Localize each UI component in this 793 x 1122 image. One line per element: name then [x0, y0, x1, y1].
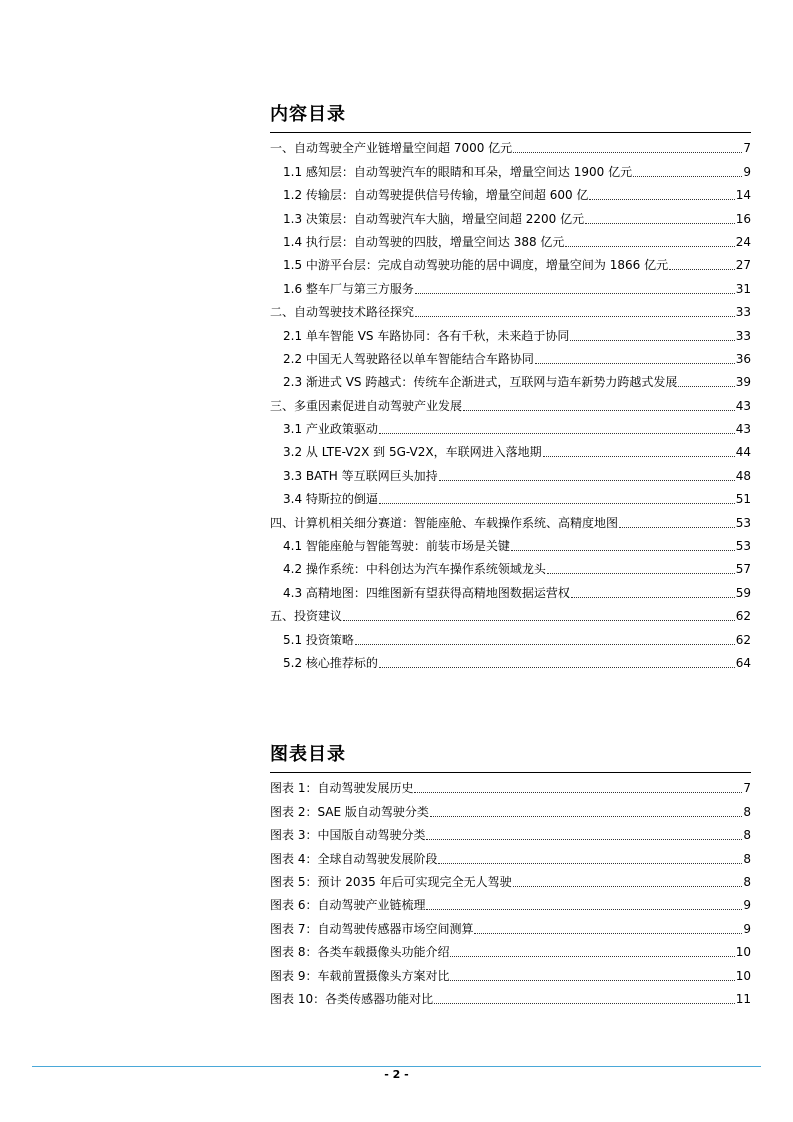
entry-title: 3.2 从 LTE-V2X 到 5G-V2X，车联网进入落地期: [283, 445, 542, 460]
entry-title: 图表 6：自动驾驶产业链梳理: [270, 898, 426, 913]
entry-title: 1.3 决策层：自动驾驶汽车大脑，增量空间超 2200 亿元: [283, 211, 585, 226]
entry-page-number: 8: [743, 828, 751, 843]
toc-list: [270, 133, 751, 671]
entry-page-number: 39: [735, 375, 751, 390]
leader-dots: [633, 175, 742, 177]
toc-entry[interactable]: [270, 203, 751, 226]
entry-title: 3.1 产业政策驱动: [283, 422, 378, 437]
toc-entry[interactable]: [270, 624, 751, 647]
leader-dots: [438, 862, 742, 864]
toc-entry[interactable]: [270, 273, 751, 296]
entry-title: 五、投资建议: [270, 609, 343, 624]
leader-dots: [379, 666, 735, 668]
entry-title: 1.1 感知层：自动驾驶汽车的眼睛和耳朵，增量空间达 1900 亿元: [283, 164, 633, 179]
entry-title: 4.1 智能座舱与智能驾驶：前装市场是关键: [283, 539, 510, 554]
figures-title: 图表目录: [270, 744, 346, 765]
figure-entry[interactable]: [270, 867, 751, 890]
entry-title: 1.5 中游平台层：完成自动驾驶功能的居中调度，增量空间为 1866 亿元: [283, 258, 669, 273]
leader-dots: [439, 479, 735, 481]
table-of-contents: [270, 100, 751, 671]
entry-page-number: 48: [735, 468, 751, 483]
figure-entry[interactable]: [270, 843, 751, 866]
entry-page-number: 43: [735, 398, 751, 413]
leader-dots: [415, 315, 735, 317]
leader-dots: [513, 885, 743, 887]
entry-page-number: 43: [735, 422, 751, 437]
entry-title: 5.1 投资策略: [283, 632, 354, 647]
leader-dots: [619, 526, 735, 528]
entry-title: 一、自动驾驶全产业链增量空间超 7000 亿元: [270, 141, 513, 156]
leader-dots: [669, 268, 735, 270]
toc-entry[interactable]: [270, 180, 751, 203]
leader-dots: [379, 502, 735, 504]
leader-dots: [474, 932, 742, 934]
toc-entry[interactable]: [270, 601, 751, 624]
entry-page-number: 8: [743, 874, 751, 889]
toc-entry[interactable]: [270, 156, 751, 179]
entry-page-number: 11: [735, 991, 751, 1006]
entry-title: 4.2 操作系统：中科创达为汽车操作系统领域龙头: [283, 562, 546, 577]
entry-title: 2.3 渐进式 VS 跨越式：传统车企渐进式，互联网与造车新势力跨越式发展: [283, 375, 678, 390]
entry-page-number: 62: [735, 609, 751, 624]
page-number: - 2 -: [384, 1068, 409, 1081]
entry-title: 图表 1：自动驾驶发展历史: [270, 781, 414, 796]
entry-title: 4.3 高精地图：四维图新有望获得高精地图数据运营权: [283, 585, 570, 600]
leader-dots: [547, 572, 735, 574]
entry-title: 5.2 核心推荐标的: [283, 655, 378, 670]
entry-page-number: 53: [735, 515, 751, 530]
entry-page-number: 14: [735, 188, 751, 203]
figure-entry[interactable]: [270, 820, 751, 843]
toc-entry[interactable]: [270, 648, 751, 671]
leader-dots: [589, 198, 734, 200]
entry-page-number: 7: [743, 141, 751, 156]
entry-title: 3.4 特斯拉的倒逼: [283, 492, 378, 507]
toc-entry[interactable]: [270, 133, 751, 156]
figure-entry[interactable]: [270, 890, 751, 913]
leader-dots: [426, 908, 742, 910]
leader-dots: [570, 339, 734, 341]
entry-page-number: 9: [743, 898, 751, 913]
entry-page-number: 59: [735, 585, 751, 600]
leader-dots: [678, 385, 734, 387]
toc-entry[interactable]: [270, 531, 751, 554]
figure-entry[interactable]: [270, 773, 751, 796]
entry-title: 四、计算机相关细分赛道：智能座舱、车载操作系统、高精度地图: [270, 515, 619, 530]
toc-entry[interactable]: [270, 344, 751, 367]
leader-dots: [426, 838, 742, 840]
toc-entry[interactable]: [270, 437, 751, 460]
leader-dots: [379, 432, 735, 434]
leader-dots: [355, 643, 735, 645]
toc-entry[interactable]: [270, 554, 751, 577]
entry-page-number: 7: [743, 781, 751, 796]
entry-title: 3.3 BATH 等互联网巨头加持: [283, 468, 438, 483]
leader-dots: [450, 955, 734, 957]
toc-entry[interactable]: [270, 577, 751, 600]
leader-dots: [450, 979, 734, 981]
leader-dots: [430, 815, 742, 817]
entry-page-number: 9: [743, 921, 751, 936]
leader-dots: [535, 362, 735, 364]
entry-title: 图表 7：自动驾驶传感器市场空间测算: [270, 921, 474, 936]
entry-title: 二、自动驾驶技术路径探究: [270, 305, 415, 320]
toc-entry[interactable]: [270, 250, 751, 273]
toc-entry[interactable]: [270, 460, 751, 483]
entry-page-number: 44: [735, 445, 751, 460]
footer-line: [32, 1066, 761, 1067]
entry-page-number: 16: [735, 211, 751, 226]
leader-dots: [415, 292, 735, 294]
entry-title: 1.4 执行层：自动驾驶的四肢，增量空间达 388 亿元: [283, 234, 565, 249]
entry-page-number: 31: [735, 281, 751, 296]
leader-dots: [511, 549, 735, 551]
entry-title: 图表 9：车载前置摄像头方案对比: [270, 968, 450, 983]
toc-entry[interactable]: [270, 320, 751, 343]
leader-dots: [565, 245, 734, 247]
entry-page-number: 33: [735, 305, 751, 320]
entry-page-number: 24: [735, 234, 751, 249]
entry-page-number: 57: [735, 562, 751, 577]
entry-page-number: 8: [743, 851, 751, 866]
entry-page-number: 33: [735, 328, 751, 343]
toc-entry[interactable]: [270, 484, 751, 507]
entry-page-number: 62: [735, 632, 751, 647]
figure-entry[interactable]: [270, 937, 751, 960]
entry-title: 1.6 整车厂与第三方服务: [283, 281, 414, 296]
figure-index: [270, 740, 751, 1007]
toc-entry[interactable]: [270, 390, 751, 413]
entry-page-number: 10: [735, 968, 751, 983]
figure-entry[interactable]: [270, 984, 751, 1007]
entry-title: 图表 2：SAE 版自动驾驶分类: [270, 804, 429, 819]
entry-page-number: 8: [743, 804, 751, 819]
leader-dots: [434, 1002, 735, 1004]
figure-entry[interactable]: [270, 960, 751, 983]
toc-entry[interactable]: [270, 414, 751, 437]
leader-dots: [513, 151, 742, 153]
leader-dots: [343, 619, 735, 621]
figure-entry[interactable]: [270, 796, 751, 819]
entry-page-number: 10: [735, 945, 751, 960]
leader-dots: [571, 596, 735, 598]
toc-entry[interactable]: [270, 297, 751, 320]
entry-page-number: 53: [735, 539, 751, 554]
leader-dots: [585, 222, 735, 224]
figures-list: [270, 773, 751, 1007]
toc-title: 内容目录: [270, 104, 346, 125]
entry-title: 图表 8：各类车载摄像头功能介绍: [270, 945, 450, 960]
toc-entry[interactable]: [270, 227, 751, 250]
leader-dots: [463, 409, 735, 411]
entry-title: 图表 3：中国版自动驾驶分类: [270, 828, 426, 843]
leader-dots: [414, 791, 742, 793]
entry-title: 2.1 单车智能 VS 车路协同：各有千秋，未来趋于协同: [283, 328, 570, 343]
entry-title: 图表 10：各类传感器功能对比: [270, 991, 434, 1006]
toc-entry[interactable]: [270, 507, 751, 530]
entry-title: 三、多重因素促进自动驾驶产业发展: [270, 398, 463, 413]
leader-dots: [543, 455, 735, 457]
entry-title: 图表 5：预计 2035 年后可实现完全无人驾驶: [270, 874, 512, 889]
entry-page-number: 9: [743, 164, 751, 179]
entry-page-number: 64: [735, 655, 751, 670]
toc-entry[interactable]: [270, 367, 751, 390]
entry-page-number: 51: [735, 492, 751, 507]
entry-title: 2.2 中国无人驾驶路径以单车智能结合车路协同: [283, 351, 534, 366]
entry-title: 1.2 传输层：自动驾驶提供信号传输，增量空间超 600 亿: [283, 188, 589, 203]
entry-page-number: 27: [735, 258, 751, 273]
entry-page-number: 36: [735, 351, 751, 366]
entry-title: 图表 4：全球自动驾驶发展阶段: [270, 851, 438, 866]
figure-entry[interactable]: [270, 913, 751, 936]
